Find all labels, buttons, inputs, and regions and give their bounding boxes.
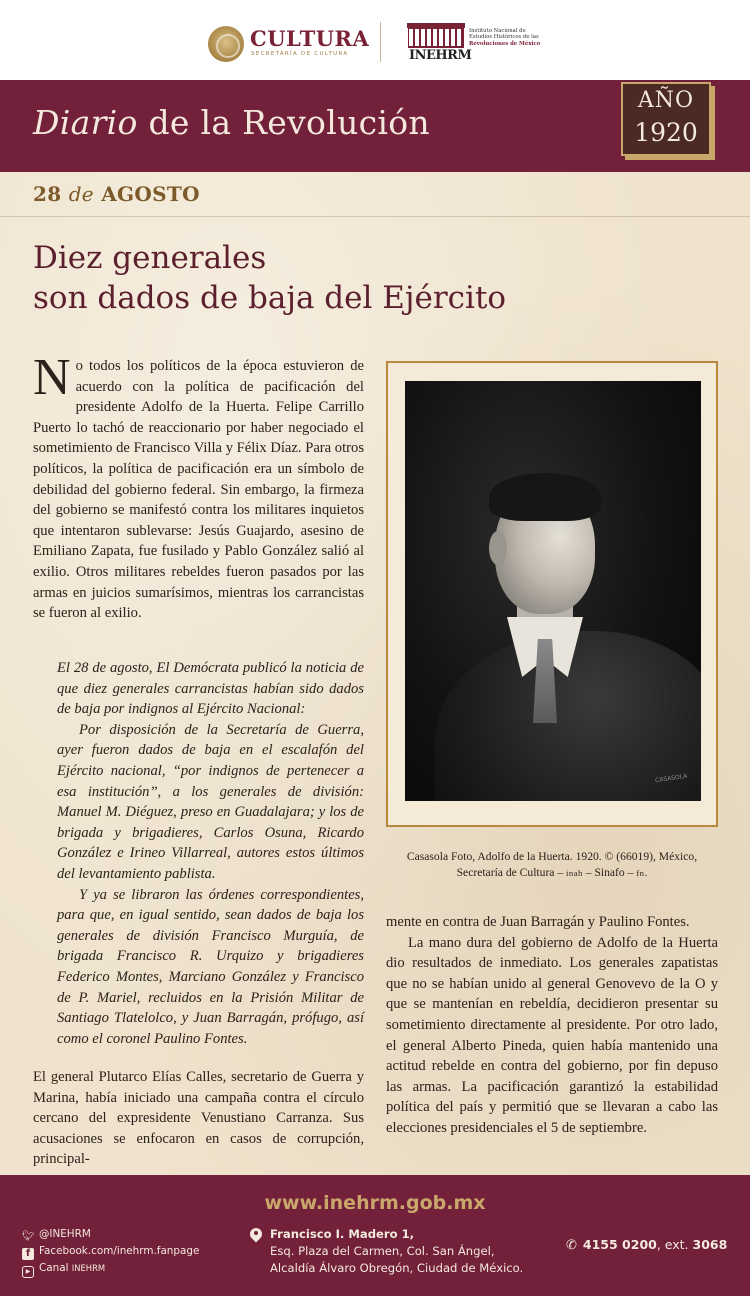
social-links (22, 1227, 232, 1278)
photographer-signature: CASASOLA (654, 772, 688, 785)
twitter-icon: 🐦︎ (22, 1231, 35, 1242)
publication-title (33, 103, 430, 142)
quote-paragraph-1: El 28 de agosto, El Demócrata publicó la noticia de que diez generales carrancistas habían sido dados de baja por indignos al Ejército Nacional: (57, 660, 364, 718)
address-street: Francisco I. Madero 1, (270, 1227, 415, 1241)
date-month: AGOSTO (101, 182, 200, 206)
cultura-logo[interactable] (208, 24, 368, 64)
twitter-handle: @INEHRM (39, 1228, 91, 1240)
phone-icon: ✆ (566, 1238, 577, 1253)
address-lines (270, 1226, 560, 1277)
cultura-wordmark: CULTURA (250, 26, 370, 51)
phone-ext-label: , ext. (656, 1237, 693, 1252)
drop-cap: N (33, 349, 71, 406)
caption-part: Secretaría de Cultura – (456, 866, 567, 879)
logo-divider (380, 22, 381, 62)
top-header (0, 0, 750, 80)
address-city: Alcaldía Álvaro Obregón, Ciudad de México. (270, 1261, 524, 1275)
caption-line-2 (386, 865, 718, 881)
twitter-link[interactable] (22, 1227, 232, 1244)
photo-ear (489, 531, 507, 565)
address-neighborhood: Esq. Plaza del Carmen, Col. San Ángel, (270, 1244, 495, 1258)
inehrm-full-name (469, 28, 553, 47)
inehrm-wordmark: INEHRM (409, 48, 472, 63)
cultura-subtitle: SECRETARÍA DE CULTURA (251, 51, 349, 57)
quote-paragraph-3: Y ya se libraron las órdenes correspondientes, para que, en igual sentido, sean dados de baja los generales de división Francisco Murguía, de brigada Francisco R. Urquizo y brigadieres Federico Montes, Marciano González y Francisco de P. Mariel, recluidos en la Prisión Militar de Santiago Tlatelolco, y Juan Barragán, prófugo, así como el coronel Paulino Fontes. (57, 886, 364, 1047)
photo-hair (489, 473, 601, 521)
date-divider (0, 216, 750, 217)
youtube-channel: INEHRM (71, 1263, 106, 1273)
article-paragraph-calles: El general Plutarco Elías Calles, secretario de Guerra y Marina, había iniciado una campaña contra el círculo cercano del expresidente Venustiano Carranza. Sus acusaciones se enfocaron en casos de corrupción, principal- (33, 1069, 364, 1168)
headline-line-2: son dados de baja del Ejército (33, 280, 507, 316)
intro-paragraph: o todos los políticos de la época estuvieron de acuerdo con la política de pacificación del presidente Adolfo de la Huerta. Felipe Carrillo Puerto lo tachó de reaccionario por haber negociado el sometimiento de Francisco Villa y Félix Díaz. Para otros políticos, la política de pacificación era un símbolo de debilidad del gobierno federal. Sin embargo, la firmeza del gobierno se manifestó contra los militares inquietos que intentaron sublevarse: Jesús Guajardo, asesino de Emiliano Zapata, fue fusilado y Pablo González salió al exilio. Otros militares rebeldes fueron pasados por las armas en juicios sumarísimos, mientras los carrancistas se fueron al exilio. (33, 358, 364, 622)
article-date (33, 182, 200, 206)
phone-number: 4155 0200 (582, 1237, 657, 1252)
inehrm-name-line: Instituto Nacional de (469, 28, 526, 34)
year-label: AÑO (637, 88, 695, 113)
national-seal-icon (208, 26, 244, 62)
photo-caption (386, 849, 718, 881)
facebook-link[interactable] (22, 1244, 232, 1261)
caption-part: . (644, 866, 648, 879)
publication-title-italic: Diario (33, 103, 138, 142)
quote-paragraph-2: Por disposición de la Secretaría de Guerra, ayer fueron dados de baja en el escalafón del Ejército nacional, “por indignos de pertenecer a esa institución”, a los generales de división: Manuel M. Diéguez, preso en Guadalajara; y los de brigada y brigadieres, Carlos Osuna, Ricardo González e Irineo Villarreal, autores estos últimos del levantamiento pablista. (57, 721, 364, 882)
youtube-prefix: Canal (39, 1262, 72, 1274)
inehrm-name-line: Estudios Históricos de las (469, 34, 539, 41)
caption-inah: inah (566, 868, 583, 878)
facebook-icon: f (22, 1248, 34, 1260)
youtube-link[interactable] (22, 1261, 232, 1278)
article-right-column (386, 912, 718, 1139)
right-paragraph-2: La mano dura del gobierno de Adolfo de la Huerta dio resultados de inmediato. Los generales zapatistas que no se habían unido al general Genovevo de la O y que se mantenían en rebeldía, decidieron presentar su sometimiento directamente al presidente. Por otro lado, el general Alberto Pineda, quien había mantenido una actitud rebelde en contra del gobierno, por fin depuso las armas. La pacificación garantizó la estabilidad política del país y permitió que se llevaran a cabo las elecciones presidenciales el 5 de septiembre. (386, 934, 718, 1136)
phone-extension: 3068 (692, 1237, 728, 1252)
headline-line-1: Diez generales (33, 240, 267, 276)
phone-contact[interactable] (566, 1237, 746, 1253)
date-de: de (68, 182, 94, 206)
building-icon (408, 28, 464, 48)
date-day: 28 (33, 182, 62, 206)
youtube-icon: ▶ (22, 1266, 34, 1278)
quoted-news (57, 658, 364, 1049)
caption-fn: fn (636, 868, 645, 878)
right-paragraph-1: mente en contra de Juan Barragán y Paulino Fontes. (386, 914, 690, 930)
inehrm-name-line: Revoluciones de México (469, 40, 541, 47)
portrait-photo[interactable] (405, 381, 701, 801)
year-badge (621, 82, 711, 156)
publication-title-rest: de la Revolución (137, 103, 430, 142)
facebook-url: Facebook.com/inehrm.fanpage (39, 1245, 200, 1257)
article-headline (33, 238, 593, 318)
website-link[interactable]: www.inehrm.gob.mx (264, 1192, 486, 1214)
year-value: 1920 (634, 118, 698, 147)
caption-part: – Sinafo – (582, 866, 637, 879)
caption-line-1: Casasola Foto, Adolfo de la Huerta. 1920. © (66019), México, (406, 850, 698, 863)
article-intro (33, 349, 364, 624)
photo-frame (386, 361, 718, 827)
inehrm-logo[interactable] (406, 26, 546, 64)
location-pin-icon (250, 1228, 263, 1245)
